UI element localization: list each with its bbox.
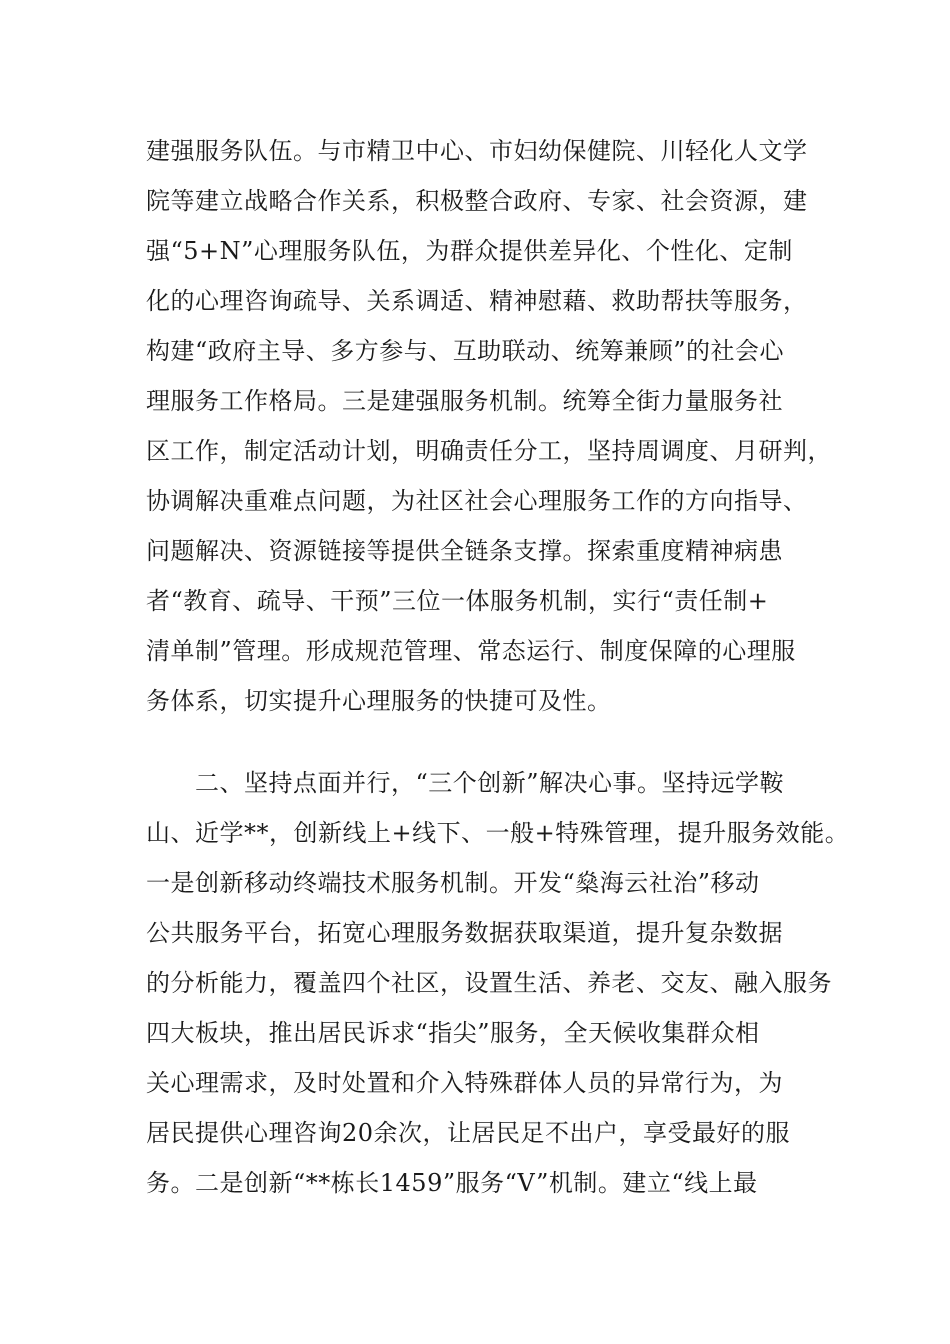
paragraph-line: 关心理需求，及时处置和介入特殊群体人员的异常行为，为 [146, 1069, 783, 1097]
paragraph-line: 清单制”管理。形成规范管理、常态运行、制度保障的心理服 [146, 637, 796, 665]
paragraph-line: 院等建立战略合作关系，积极整合政府、专家、社会资源，建 [146, 187, 808, 215]
paragraph-2 [146, 758, 850, 1208]
paragraph-line: 山、近学**，创新线上+线下、一般+特殊管理，提升服务效能。 [146, 819, 850, 847]
paragraph-line: 协调解决重难点问题，为社区社会心理服务工作的方向指导、 [146, 487, 808, 515]
paragraph-line: 化的心理咨询疏导、关系调适、精神慰藉、救助帮扶等服务， [146, 287, 808, 315]
paragraph-line: 务。二是创新“**栋长1459”服务“V”机制。建立“线上最 [146, 1169, 758, 1197]
paragraph-line: 的分析能力，覆盖四个社区，设置生活、养老、交友、融入服务 [146, 969, 832, 997]
paragraph-line: 一是创新移动终端技术服务机制。开发“燊海云社治”移动 [146, 869, 760, 897]
paragraph-line: 公共服务平台，拓宽心理服务数据获取渠道，提升复杂数据 [146, 919, 783, 947]
paragraph-line: 居民提供心理咨询20余次，让居民足不出户，享受最好的服 [146, 1119, 791, 1147]
paragraph-line: 区工作，制定活动计划，明确责任分工，坚持周调度、月研判， [146, 437, 832, 465]
paragraph-line: 者“教育、疏导、干预”三位一体服务机制，实行“责任制+ [146, 587, 769, 615]
paragraph-line: 构建“政府主导、多方参与、互助联动、统筹兼顾”的社会心 [146, 337, 785, 365]
paragraph-1 [146, 126, 832, 726]
paragraph-line: 务体系，切实提升心理服务的快捷可及性。 [146, 687, 612, 715]
paragraph-line: 强“5+N”心理服务队伍，为群众提供差异化、个性化、定制 [146, 237, 793, 265]
paragraph-line: 问题解决、资源链接等提供全链条支撑。探索重度精神病患 [146, 537, 783, 565]
paragraph-line: 二、坚持点面并行，“三个创新”解决心事。坚持远学鞍 [146, 769, 785, 797]
paragraph-line: 理服务工作格局。三是建强服务机制。统筹全街力量服务社 [146, 387, 783, 415]
paragraph-line: 建强服务队伍。与市精卫中心、市妇幼保健院、川轻化人文学 [146, 137, 808, 165]
paragraph-line: 四大板块，推出居民诉求“指尖”服务，全天候收集群众相 [146, 1019, 760, 1047]
